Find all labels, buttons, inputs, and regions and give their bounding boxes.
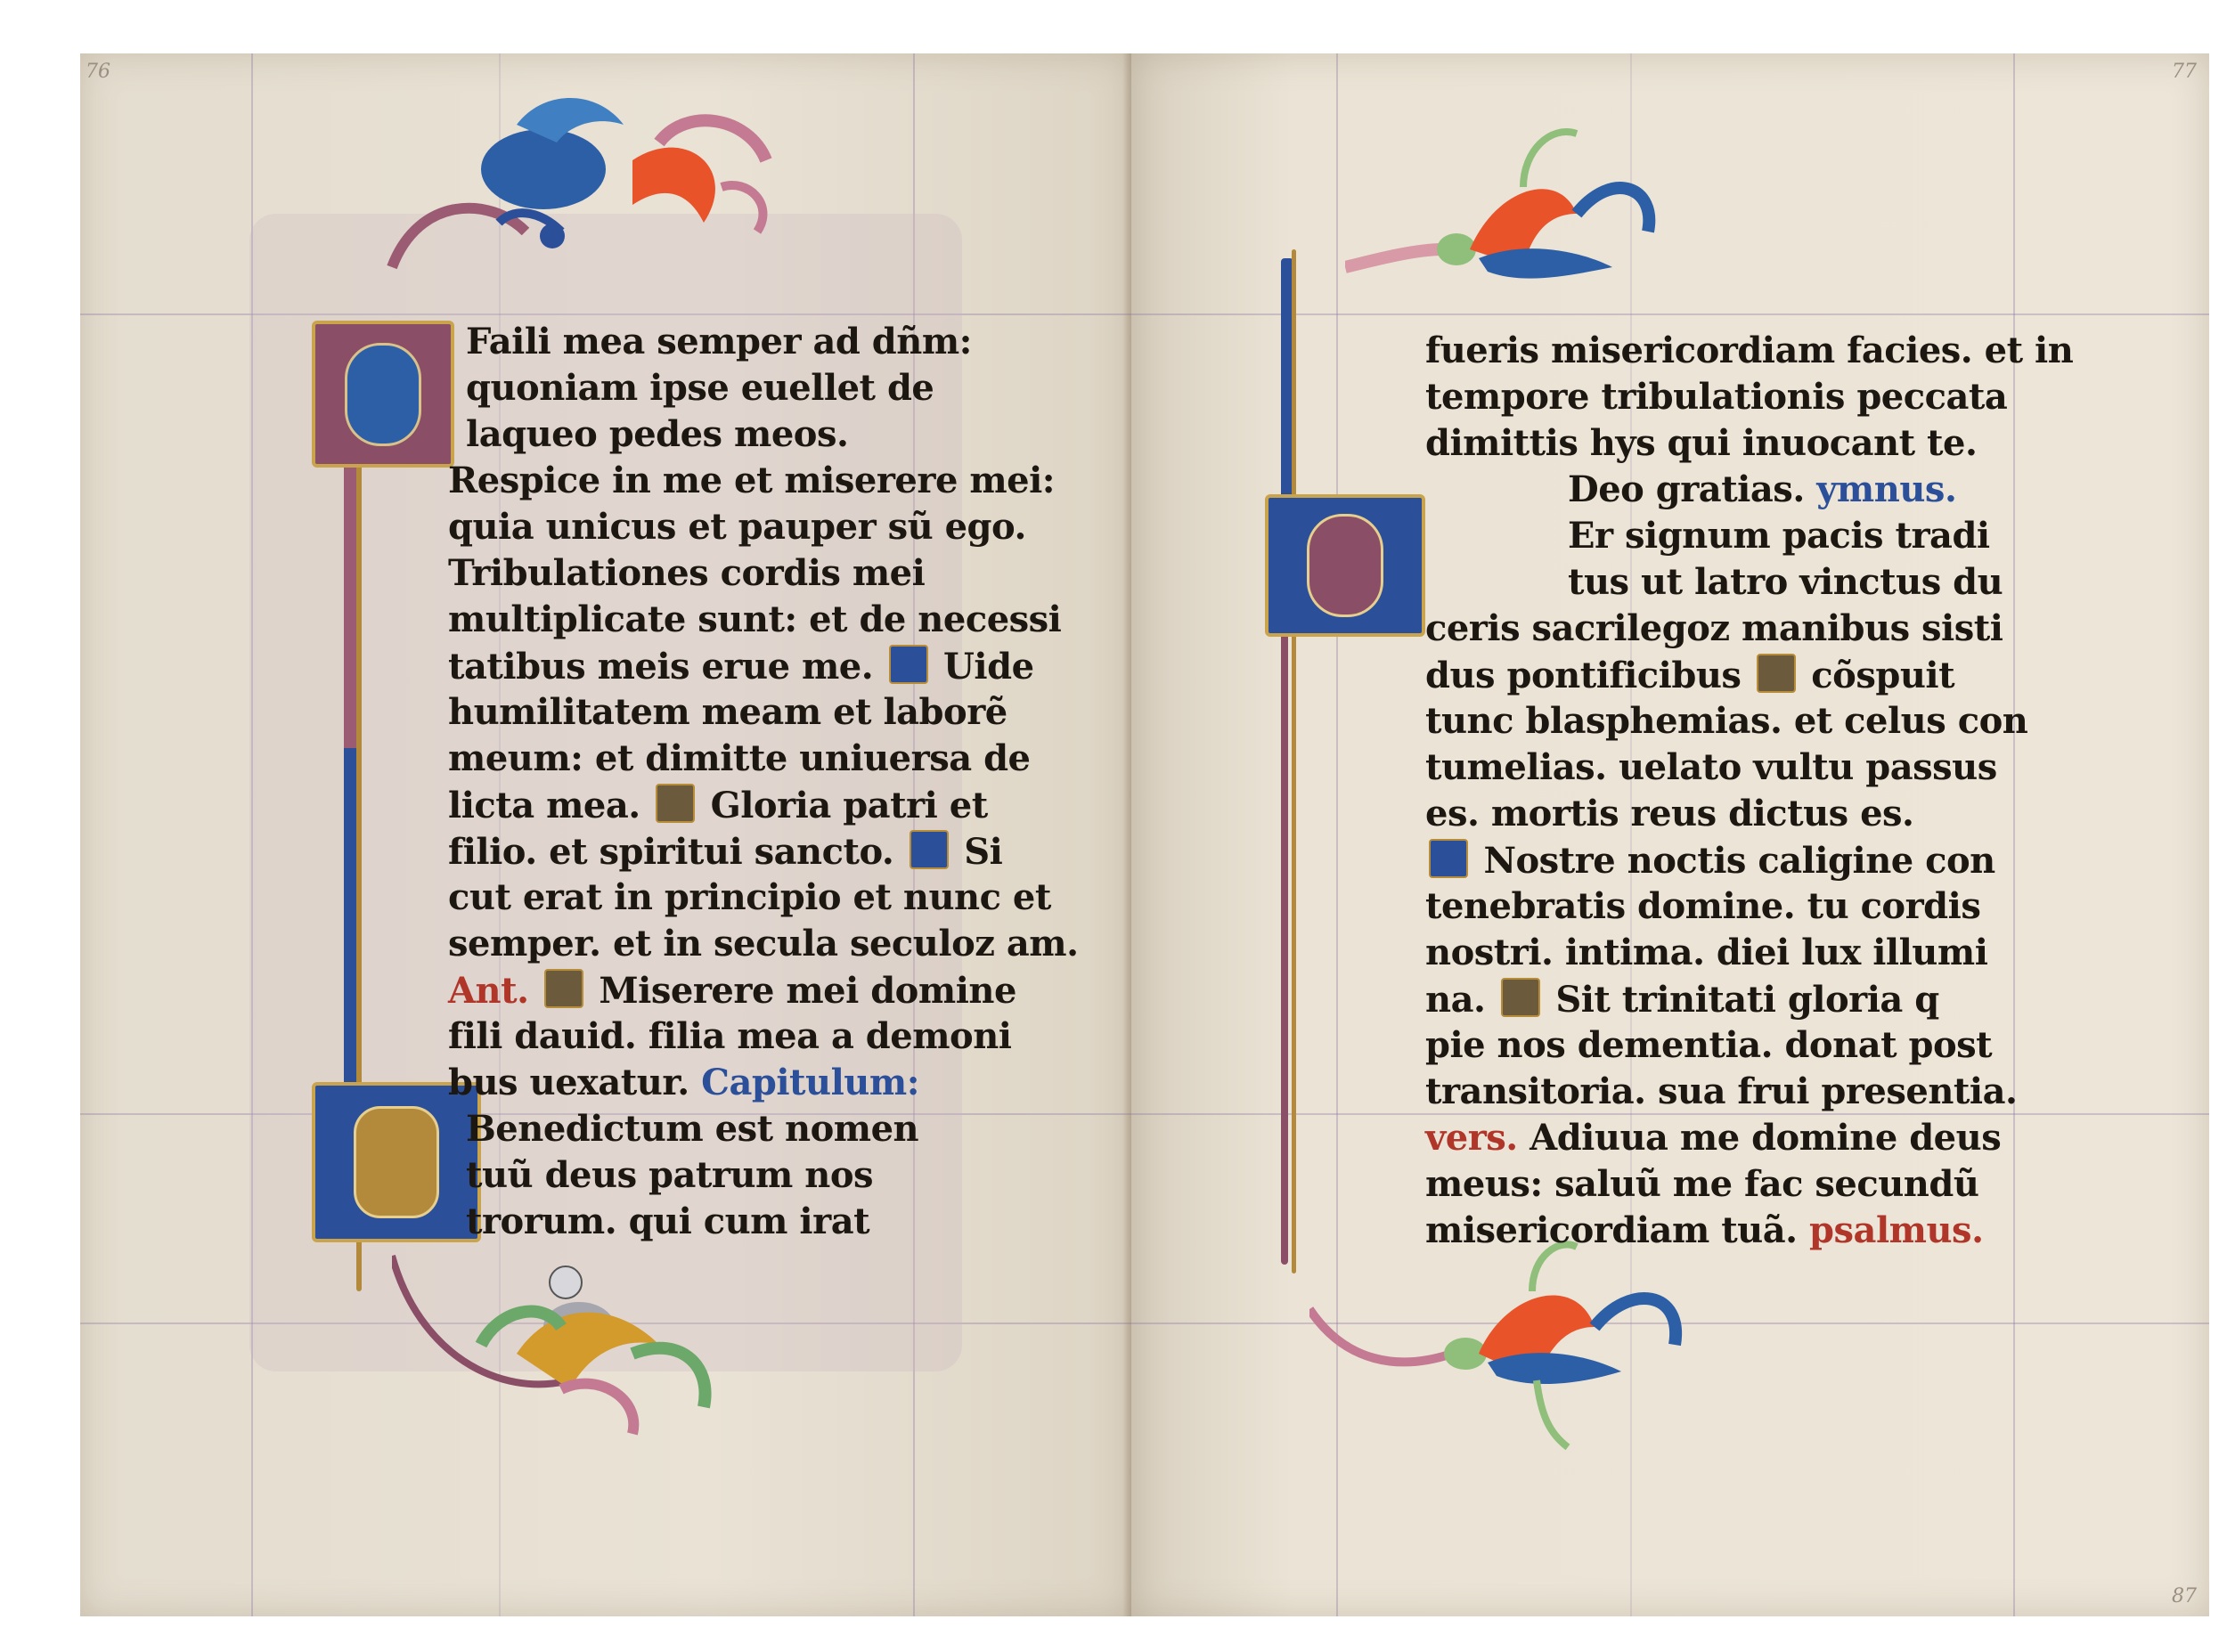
acanthus-bottom-decoration	[1309, 1238, 1719, 1452]
text-line: Faili mea semper ad dñm:	[466, 321, 972, 362]
psalm-label: psalmus.	[1809, 1209, 1984, 1251]
text-segment: licta mea.	[448, 785, 640, 826]
text-line: dimittis hys qui inuocant te.	[1425, 422, 1978, 464]
acanthus-top-decoration	[1345, 116, 1684, 321]
text-line-with-heading	[1568, 468, 1956, 510]
text-line-with-initial	[1425, 978, 1939, 1021]
text-line: nostri. intima. diei lux illumi	[1425, 932, 1988, 973]
text-line: meum: et dimitte uniuersa de	[448, 737, 1031, 779]
text-segment: dus pontificibus	[1425, 655, 1742, 696]
text-line: tunc blasphemias. et celus con	[1425, 700, 2028, 742]
capitulum-heading: Capitulum:	[701, 1062, 919, 1103]
left-page	[80, 53, 1131, 1616]
minor-initial	[544, 969, 583, 1008]
border-bar	[1281, 552, 1288, 1265]
text-line: tus ut latro vinctus du	[1568, 561, 2003, 603]
minor-initial	[1429, 839, 1468, 878]
initial-letter-inset	[354, 1106, 439, 1218]
text-line: quia unicus et pauper sũ ego.	[448, 506, 1026, 548]
minor-initial	[1501, 978, 1540, 1017]
minor-initial	[656, 784, 695, 823]
text-line-with-initial	[448, 969, 1016, 1012]
text-segment: tatibus meis erue me.	[448, 646, 874, 688]
border-gold-bar	[1292, 249, 1296, 1274]
initial-letter-b	[312, 1082, 481, 1242]
text-line: meus: saluũ me fac secundũ	[1425, 1163, 1979, 1205]
text-line-with-initial	[1425, 839, 1995, 882]
text-segment: bus uexatur.	[448, 1062, 689, 1103]
text-line: humilitatem meam et laborẽ	[448, 691, 1007, 733]
text-line-with-initial	[448, 645, 1034, 688]
minor-initial	[1757, 654, 1796, 693]
text-line: fueris misericordiam facies. et in	[1425, 330, 2074, 371]
text-line: Er signum pacis tradi	[1568, 515, 1990, 557]
text-segment: na.	[1425, 979, 1486, 1021]
text-line: tempore tribulationis peccata	[1425, 376, 2008, 418]
folio-number-right: 77	[2172, 61, 2197, 83]
text-line: tuũ deus patrum nos	[466, 1154, 874, 1196]
text-line: pie nos dementia. donat post	[1425, 1024, 1993, 1066]
folio-number-right-bottom: 87	[2172, 1585, 2197, 1607]
folio-number-left: 76	[86, 61, 110, 83]
text-line: tumelias. uelato vultu passus	[1425, 746, 1997, 788]
dragon-decoration	[365, 89, 793, 321]
left-text-block	[448, 321, 1079, 1282]
text-line: Respice in me et miserere mei:	[448, 460, 1056, 501]
text-line: transitoria. sua frui presentia.	[1425, 1070, 2018, 1112]
text-segment: cõspuit	[1811, 655, 1955, 696]
text-line: trorum. qui cum irat	[466, 1200, 870, 1242]
text-segment: Gloria patri et	[710, 785, 988, 826]
text-segment: Sit trinitati gloria q	[1555, 979, 1939, 1021]
text-line: quoniam ipse euellet de	[466, 367, 934, 409]
text-line: es. mortis reus dictus es.	[1425, 793, 1914, 834]
text-line: laqueo pedes meos.	[466, 413, 849, 455]
initial-letter-inset	[345, 343, 421, 446]
text-segment: filio. et spiritui sancto.	[448, 831, 894, 873]
text-line-with-rubric	[1425, 1209, 1984, 1251]
minor-initial	[889, 645, 928, 684]
border-bar	[344, 401, 356, 1095]
text-segment: Miserere mei domine	[599, 970, 1016, 1012]
text-segment: Adiuua me domine deus	[1530, 1117, 2002, 1159]
text-line: tenebratis domine. tu cordis	[1425, 885, 1981, 927]
text-line-with-rubric	[1425, 1117, 2001, 1159]
text-line: Benedictum est nomen	[466, 1108, 919, 1150]
text-line-with-initial	[448, 830, 1002, 873]
right-text-block	[1425, 330, 2074, 1256]
text-segment: Si	[964, 831, 1003, 873]
text-segment: misericordiam tuã.	[1425, 1209, 1798, 1251]
text-segment: Nostre noctis caligine con	[1483, 840, 1995, 882]
minor-initial	[910, 830, 949, 869]
text-line-with-heading	[448, 1062, 919, 1103]
text-line-with-initial	[1425, 654, 1954, 696]
text-line-with-initial	[448, 784, 988, 826]
initial-letter-inset	[1307, 514, 1383, 617]
hymn-heading: ymnus.	[1816, 468, 1957, 510]
versicle-label: vers.	[1425, 1117, 1518, 1159]
initial-letter-p	[1265, 494, 1425, 637]
text-line: semper. et in secula seculoz am.	[448, 923, 1079, 964]
text-segment: Uide	[943, 646, 1034, 688]
text-segment: Deo gratias.	[1568, 468, 1805, 510]
antiphon-label: Ant.	[448, 970, 529, 1012]
initial-letter-d	[312, 321, 454, 468]
text-line: multiplicate sunt: et de necessi	[448, 598, 1062, 640]
manuscript-spread	[80, 53, 2209, 1616]
text-line: fili dauid. filia mea a demoni	[448, 1015, 1012, 1057]
right-page	[1131, 53, 2209, 1616]
text-line: cut erat in principio et nunc et	[448, 876, 1051, 918]
text-line: ceris sacrilegoz manibus sisti	[1425, 607, 2003, 649]
text-line: Tribulationes cordis mei	[448, 552, 926, 594]
